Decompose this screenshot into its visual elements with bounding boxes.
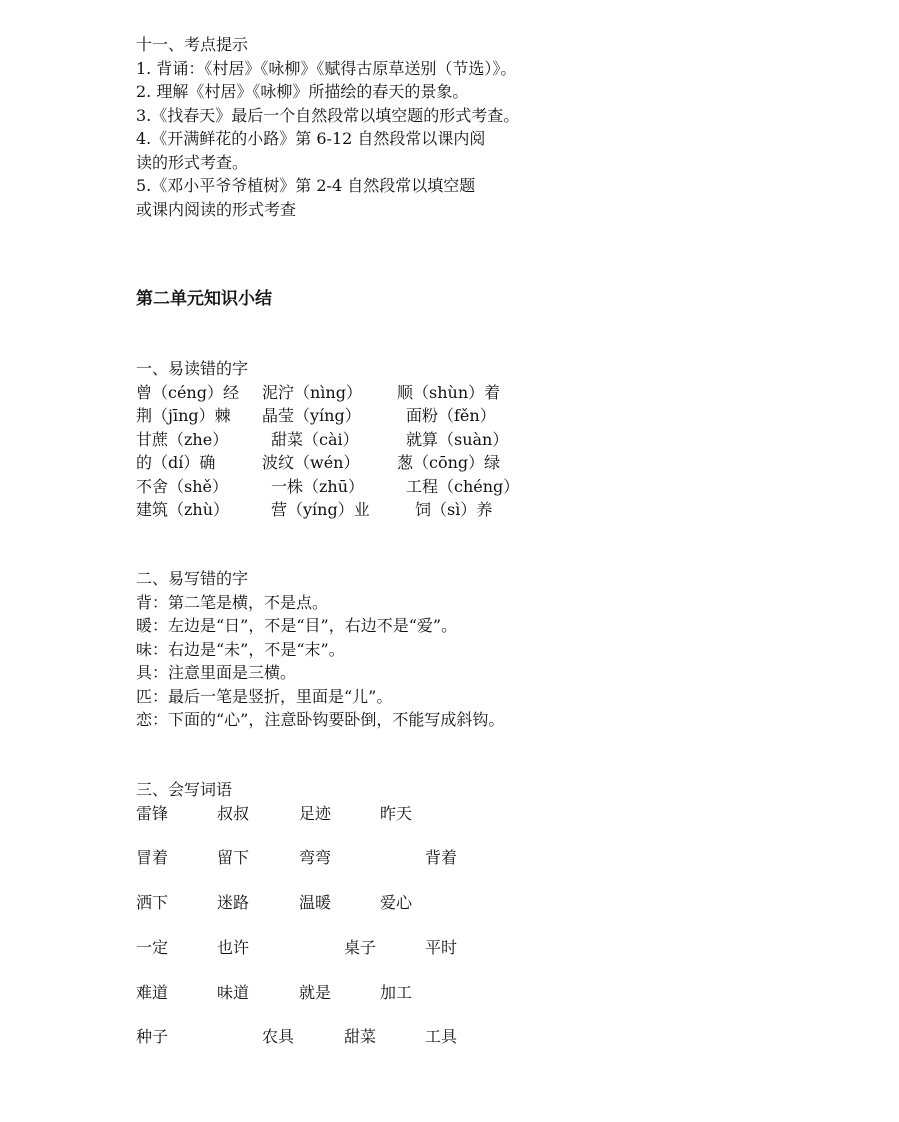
word-item: 洒下: [136, 893, 169, 913]
word-item: 一定: [136, 937, 169, 957]
section-heading: 十一、考点提示: [136, 35, 249, 54]
word-row: [136, 891, 736, 915]
reading-item: 一株（zhū）: [271, 476, 365, 496]
word-item: 甜菜: [344, 1027, 377, 1047]
reading-item: 葱（cōng）绿: [397, 453, 501, 472]
reading-item: 荆（jīng）棘: [136, 406, 231, 425]
word-item: 桌子: [344, 937, 377, 957]
word-row: [136, 936, 736, 960]
section-misread: [136, 357, 836, 522]
word-item: 弯弯: [299, 848, 332, 868]
writing-note: 具：注意里面是三横。: [136, 663, 297, 682]
word-item: 留下: [217, 848, 250, 868]
word-item: 工具: [425, 1027, 458, 1047]
section-exam-tips: [136, 33, 519, 221]
word-item: 就是: [299, 982, 332, 1002]
word-item: 种子: [136, 1027, 169, 1047]
reading-item: 的（dí）确: [136, 453, 216, 472]
reading-item: 甜菜（cài）: [271, 429, 359, 449]
word-row: [136, 802, 736, 826]
writing-note: 恋：下面的“心”，注意卧钩要卧倒，不能写成斜钩。: [136, 710, 505, 729]
word-item: 难道: [136, 982, 169, 1002]
reading-item: 营（yíng）业: [271, 500, 370, 519]
tip-line: 或课内阅读的形式考查: [136, 199, 297, 219]
reading-item: 泥泞（nìng）: [262, 382, 362, 402]
reading-row: [136, 498, 836, 522]
tip-line: 读的形式考查。: [136, 152, 249, 172]
reading-item: 不舍（shě）: [136, 476, 228, 496]
word-item: 雷锋: [136, 803, 169, 823]
unit-title: 第二单元知识小结: [136, 289, 272, 309]
reading-item: 就算（suàn）: [406, 429, 509, 449]
word-item: 味道: [217, 982, 250, 1002]
tip-line: 2. 理解《村居》《咏柳》所描绘的春天的景象。: [136, 82, 469, 101]
word-item: 加工: [380, 982, 413, 1002]
word-item: 爱心: [380, 893, 413, 913]
section-heading: 三、会写词语: [136, 780, 233, 799]
tip-line: 3.《找春天》最后一个自然段常以填空题的形式考查。: [136, 105, 520, 125]
word-item: 昨天: [380, 803, 413, 823]
word-row: [136, 1025, 736, 1049]
writing-note: 味：右边是“未”，不是“末”。: [136, 639, 345, 659]
word-item: 平时: [425, 937, 458, 957]
word-item: 迷路: [217, 893, 250, 913]
word-item: 温暖: [299, 893, 332, 913]
tip-line: 5.《邓小平爷爷植树》第 2-4 自然段常以填空题: [136, 176, 476, 195]
reading-row: [136, 381, 836, 405]
word-item: 背着: [425, 848, 458, 868]
section-heading: 一、易读错的字: [136, 359, 249, 378]
word-item: 叔叔: [217, 803, 250, 823]
reading-item: 面粉（fěn）: [406, 406, 496, 425]
reading-row: [136, 428, 836, 452]
word-item: 冒着: [136, 848, 169, 868]
word-item: 农具: [262, 1027, 295, 1047]
writing-note: 背：第二笔是横，不是点。: [136, 592, 329, 612]
reading-row: [136, 451, 836, 475]
word-row: [136, 846, 736, 870]
reading-item: 工程（chéng）: [406, 476, 520, 496]
reading-item: 饲（sì）养: [415, 500, 493, 519]
reading-item: 甘蔗（zhe）: [136, 429, 229, 449]
tip-line: 4.《开满鲜花的小路》第 6-12 自然段常以课内阅: [136, 129, 486, 148]
reading-item: 建筑（zhù）: [136, 500, 230, 519]
section-heading: 二、易写错的字: [136, 569, 249, 588]
section-words: [136, 778, 736, 1070]
word-item: 足迹: [299, 803, 332, 823]
reading-row: [136, 475, 836, 499]
writing-note: 匹：最后一笔是竖折，里面是“儿”。: [136, 686, 393, 706]
tip-line: 1. 背诵：《村居》《咏柳》《赋得古原草送别（节选）》。: [136, 58, 517, 78]
reading-item: 波纹（wén）: [262, 453, 360, 472]
reading-item: 曾（céng）经: [136, 382, 239, 402]
word-row: [136, 981, 736, 1005]
section-miswritten: [136, 567, 504, 732]
reading-item: 晶莹（yíng）: [262, 406, 361, 425]
word-item: 也许: [217, 937, 250, 957]
reading-row: [136, 404, 836, 428]
writing-note: 暖：左边是“日”，不是“目”，右边不是“爱”。: [136, 616, 458, 635]
reading-item: 顺（shùn）着: [397, 382, 501, 402]
